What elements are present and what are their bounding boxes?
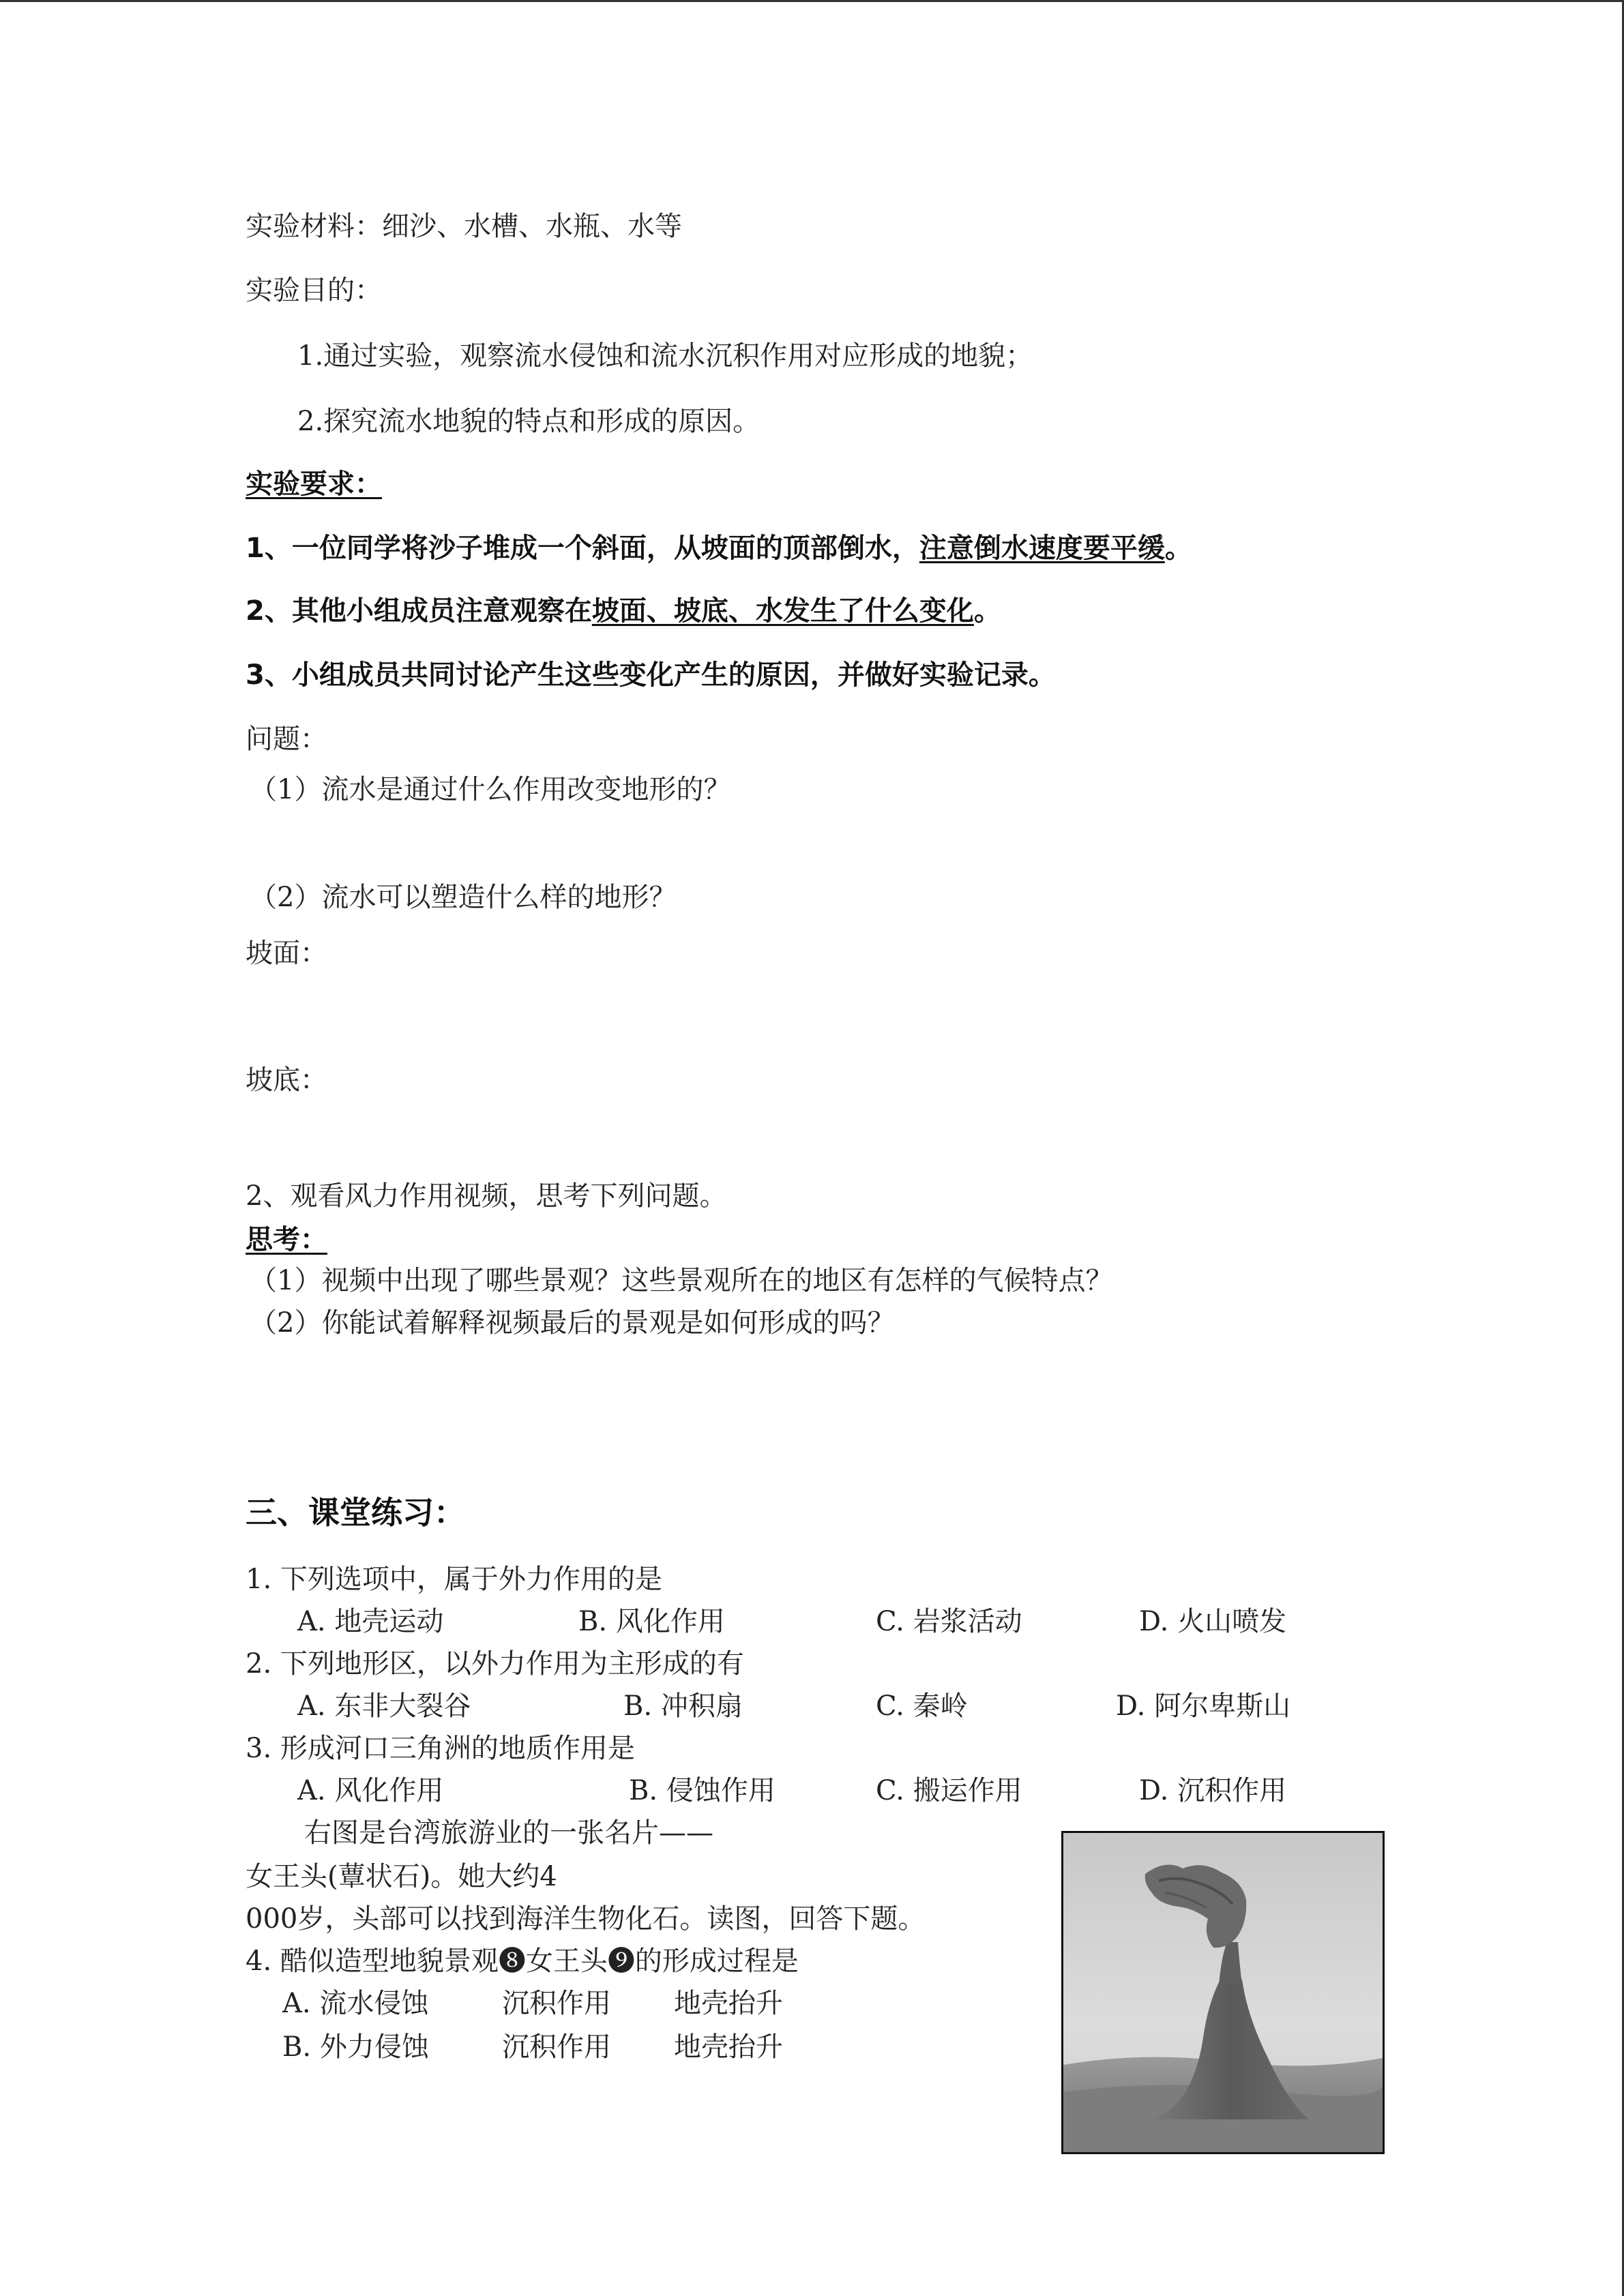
requirement-2-end: 。 bbox=[973, 595, 1001, 627]
purpose-item-2: 2.探究流水地貌的特点和形成的原因。 bbox=[297, 406, 761, 437]
slope-bottom-label: 坡底： bbox=[246, 1064, 327, 1096]
think-question-1: （1）视频中出现了哪些景观？这些景观所在的地区有怎样的气候特点？ bbox=[250, 1265, 1113, 1296]
question-1: （1）流水是通过什么作用改变地形的？ bbox=[250, 774, 731, 805]
question-2: （2）流水可以塑造什么样的地形？ bbox=[250, 882, 677, 913]
exercise-question-4: 4. 酷似造型地貌景观❽女王头❾的形成过程是 bbox=[246, 1945, 799, 1977]
exercise-question-3: 3. 形成河口三角洲的地质作用是 bbox=[246, 1733, 635, 1764]
requirement-1 bbox=[246, 531, 1192, 566]
q1-option-d: D. 火山喷发 bbox=[1139, 1606, 1287, 1637]
q4-option-b-step-3: 地壳抬升 bbox=[674, 2031, 783, 2063]
q4-option-b-step-2: 沉积作用 bbox=[502, 2031, 611, 2063]
q2-option-d: D. 阿尔卑斯山 bbox=[1116, 1690, 1291, 1722]
q4-option-a-step-2: 沉积作用 bbox=[502, 1988, 611, 2019]
slope-label: 坡面： bbox=[246, 938, 327, 969]
think-label: 思考： bbox=[246, 1224, 327, 1255]
q3-option-b: B. 侵蚀作用 bbox=[629, 1775, 776, 1806]
requirement-1-end: 。 bbox=[1164, 533, 1192, 564]
q1-option-c: C. 岩浆活动 bbox=[876, 1606, 1022, 1637]
q4-option-b-step-1: B. 外力侵蚀 bbox=[282, 2031, 429, 2063]
requirement-3: 3、小组成员共同讨论产生这些变化产生的原因，并做好实验记录。 bbox=[246, 659, 1056, 691]
think-question-2: （2）你能试着解释视频最后的景观是如何形成的吗？ bbox=[250, 1307, 895, 1339]
requirement-2-emphasis: 坡面、坡底、水发生了什么变化 bbox=[591, 595, 974, 627]
requirement-2 bbox=[246, 593, 1001, 629]
exercise-question-1: 1. 下列选项中，属于外力作用的是 bbox=[246, 1564, 662, 1595]
requirement-1-emphasis: 注意倒水速度要平缓 bbox=[919, 533, 1165, 564]
q4-option-a-step-1: A. 流水侵蚀 bbox=[282, 1988, 429, 2019]
q3-option-d: D. 沉积作用 bbox=[1139, 1775, 1287, 1806]
passage-line-3: 000岁，头部可以找到海洋生物化石。读图，回答下题。 bbox=[246, 1903, 926, 1935]
q1-option-a: A. 地壳运动 bbox=[297, 1606, 444, 1637]
requirement-2-text: 2、其他小组成员注意观察在 bbox=[246, 595, 592, 627]
q2-option-a: A. 东非大裂谷 bbox=[297, 1690, 471, 1722]
q3-option-c: C. 搬运作用 bbox=[876, 1775, 1022, 1806]
exercise-question-2: 2. 下列地形区，以外力作用为主形成的有 bbox=[246, 1648, 744, 1680]
requirement-1-text: 1、一位同学将沙子堆成一个斜面，从坡面的顶部倒水， bbox=[246, 533, 919, 564]
purpose-item-1: 1.通过实验，观察流水侵蚀和流水沉积作用对应形成的地貌； bbox=[297, 340, 1033, 372]
rock-illustration bbox=[1063, 1833, 1383, 2152]
materials-line: 实验材料：细沙、水槽、水瓶、水等 bbox=[246, 211, 682, 242]
q1-option-b: B. 风化作用 bbox=[578, 1606, 725, 1637]
question-label: 问题： bbox=[246, 724, 327, 755]
exercise-heading: 三、课堂练习： bbox=[246, 1494, 465, 1531]
purpose-label: 实验目的： bbox=[246, 275, 382, 306]
passage-line-2: 女王头(蕈状石)。她大约4 bbox=[246, 1861, 557, 1892]
q3-option-a: A. 风化作用 bbox=[297, 1775, 444, 1806]
page-border-top bbox=[0, 0, 1624, 2]
q4-option-a-step-3: 地壳抬升 bbox=[674, 1988, 783, 2019]
wind-intro: 2、观看风力作用视频，思考下列问题。 bbox=[246, 1180, 727, 1212]
q2-option-b: B. 冲积扇 bbox=[623, 1690, 743, 1722]
queens-head-rock-photo bbox=[1061, 1831, 1385, 2154]
requirements-label: 实验要求： bbox=[246, 468, 382, 500]
passage-line-1: 右图是台湾旅游业的一张名片—— bbox=[304, 1817, 713, 1849]
q2-option-c: C. 秦岭 bbox=[876, 1690, 968, 1722]
